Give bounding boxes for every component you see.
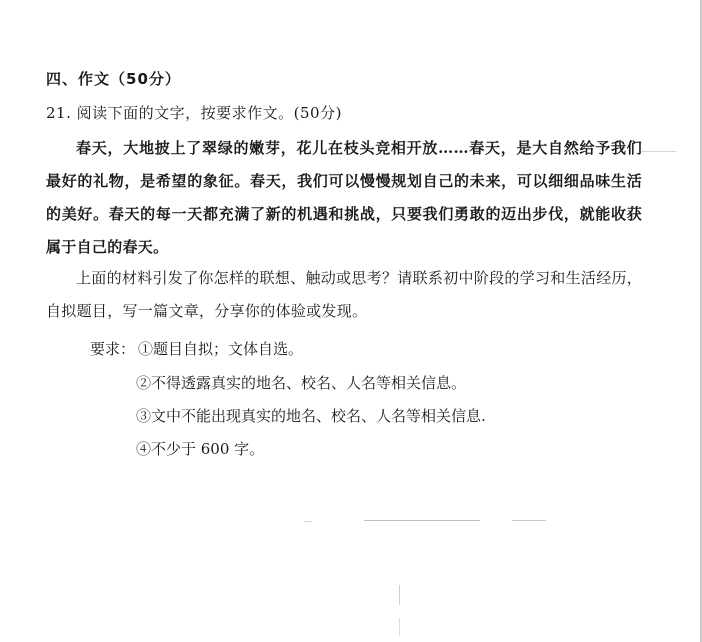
scan-mark xyxy=(364,520,480,521)
writing-prompt: 上面的材料引发了你怎样的联想、触动或思考？请联系初中阶段的学习和生活经历，自拟题目，写一篇文章，分享你的体验或发现。 xyxy=(46,269,643,320)
scan-mark xyxy=(640,151,676,152)
requirement-item-1: ①题目自拟；文体自选。 xyxy=(138,340,304,358)
requirement-item-3: ③文中不能出现真实的地名、校名、人名等相关信息. xyxy=(136,407,486,425)
scan-mark xyxy=(304,521,312,522)
scan-mark xyxy=(512,520,546,521)
requirement-item-2: ②不得透露真实的地名、校名、人名等相关信息。 xyxy=(136,374,467,392)
requirements-label: 要求： xyxy=(90,340,136,358)
reading-passage: 春天，大地披上了翠绿的嫩芽，花儿在枝头竞相开放……春天，是大自然给予我们最好的礼物，是希望的象征。春天，我们可以慢慢规划自己的未来，可以细细品味生活的美好。春天的每一天都充满了新的机遇和挑战，只要我们勇敢的迈出步伐，就能收获属于自己的春天。 xyxy=(46,139,642,256)
scan-mark xyxy=(399,618,400,636)
scan-mark xyxy=(399,585,400,605)
requirement-item-4: ④不少于 600 字。 xyxy=(136,440,265,458)
section-title: 四、作文（50分） xyxy=(46,70,181,88)
question-heading: 21. 阅读下面的文字，按要求作文。(50分) xyxy=(46,104,342,122)
